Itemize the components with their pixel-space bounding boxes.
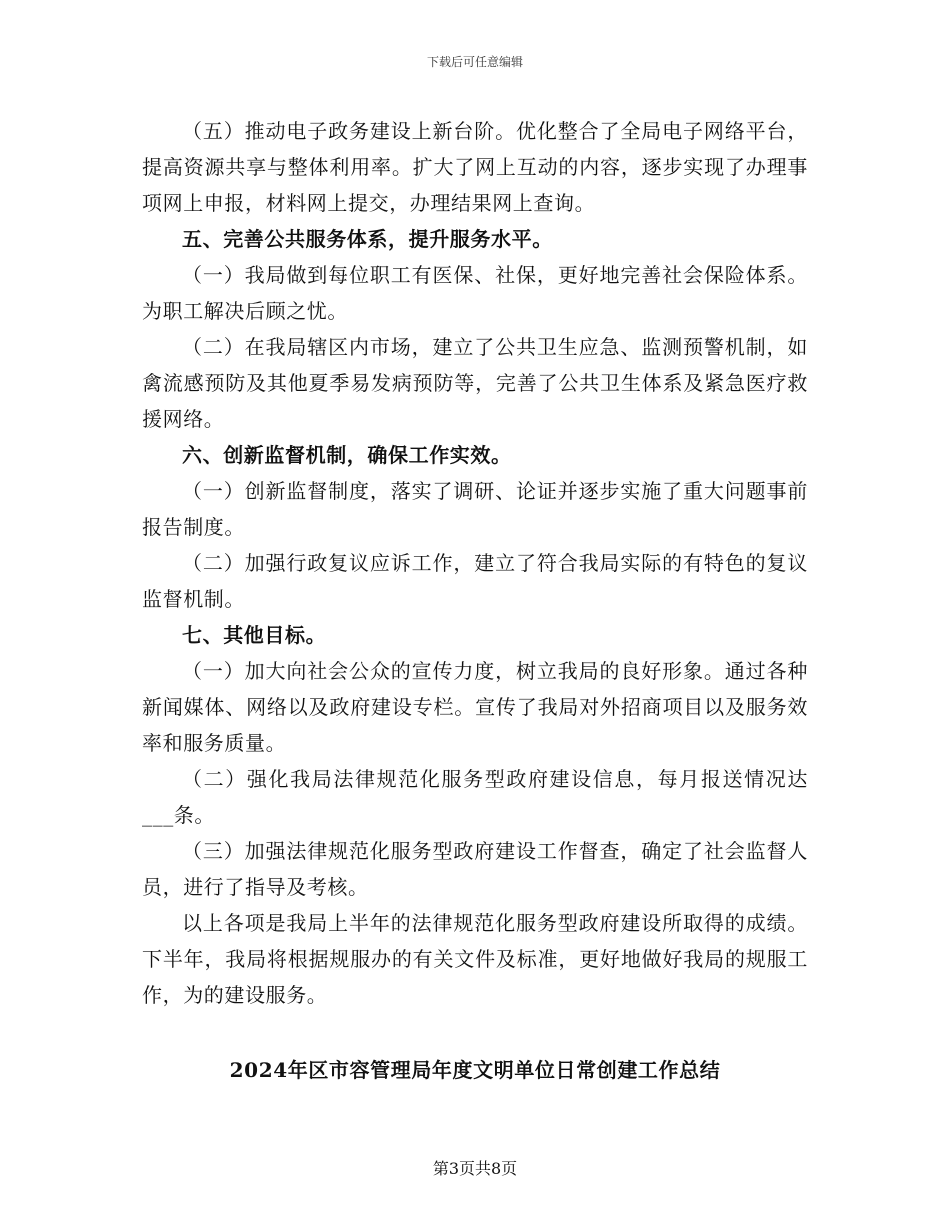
document-body: [142, 113, 808, 1013]
header-note: 下载后可任意编辑: [426, 55, 523, 69]
section-heading-6: 六、创新监督机制，确保工作实效。: [182, 443, 512, 467]
paragraph-information-report: （二）强化我局法律规范化服务型政府建设信息，每月报送情况达___条。: [142, 767, 808, 827]
page-number: 第3页共8页: [432, 1159, 518, 1178]
section-heading-7: 七、其他目标。: [182, 623, 327, 647]
section-heading-5: 五、完善公共服务体系，提升服务水平。: [182, 227, 553, 251]
paragraph-insurance: （一）我局做到每位职工有医保、社保，更好地完善社会保险体系。为职工解决后顾之忧。: [142, 263, 808, 323]
paragraph-inspection: （三）加强法律规范化服务型政府建设工作督查，确定了社会监督人员，进行了指导及考核。: [142, 839, 808, 899]
next-document-title: 2024年区市容管理局年度文明单位日常创建工作总结: [229, 1058, 721, 1082]
paragraph-e-government: （五）推动电子政务建设上新台阶。优化整合了全局电子网络平台，提高资源共享与整体利用率。扩大了网上互动的内容，逐步实现了办理事项网上申报，材料网上提交，办理结果网上查询。: [142, 119, 808, 215]
paragraph-publicity: （一）加大向社会公众的宣传力度，树立我局的良好形象。通过各种新闻媒体、网络以及政府建设专栏。宣传了我局对外招商项目以及服务效率和服务质量。: [142, 659, 808, 755]
paragraph-supervision-system: （一）创新监督制度，落实了调研、论证并逐步实施了重大问题事前报告制度。: [142, 479, 808, 539]
paragraph-conclusion: 以上各项是我局上半年的法律规范化服务型政府建设所取得的成绩。下半年，我局将根据规服办的有关文件及标准，更好地做好我局的规服工作，为的建设服务。: [142, 911, 808, 1007]
paragraph-public-health: （二）在我局辖区内市场，建立了公共卫生应急、监测预警机制，如禽流感预防及其他夏季易发病预防等，完善了公共卫生体系及紧急医疗救援网络。: [142, 335, 808, 431]
paragraph-administrative-review: （二）加强行政复议应诉工作，建立了符合我局实际的有特色的复议监督机制。: [142, 551, 808, 611]
